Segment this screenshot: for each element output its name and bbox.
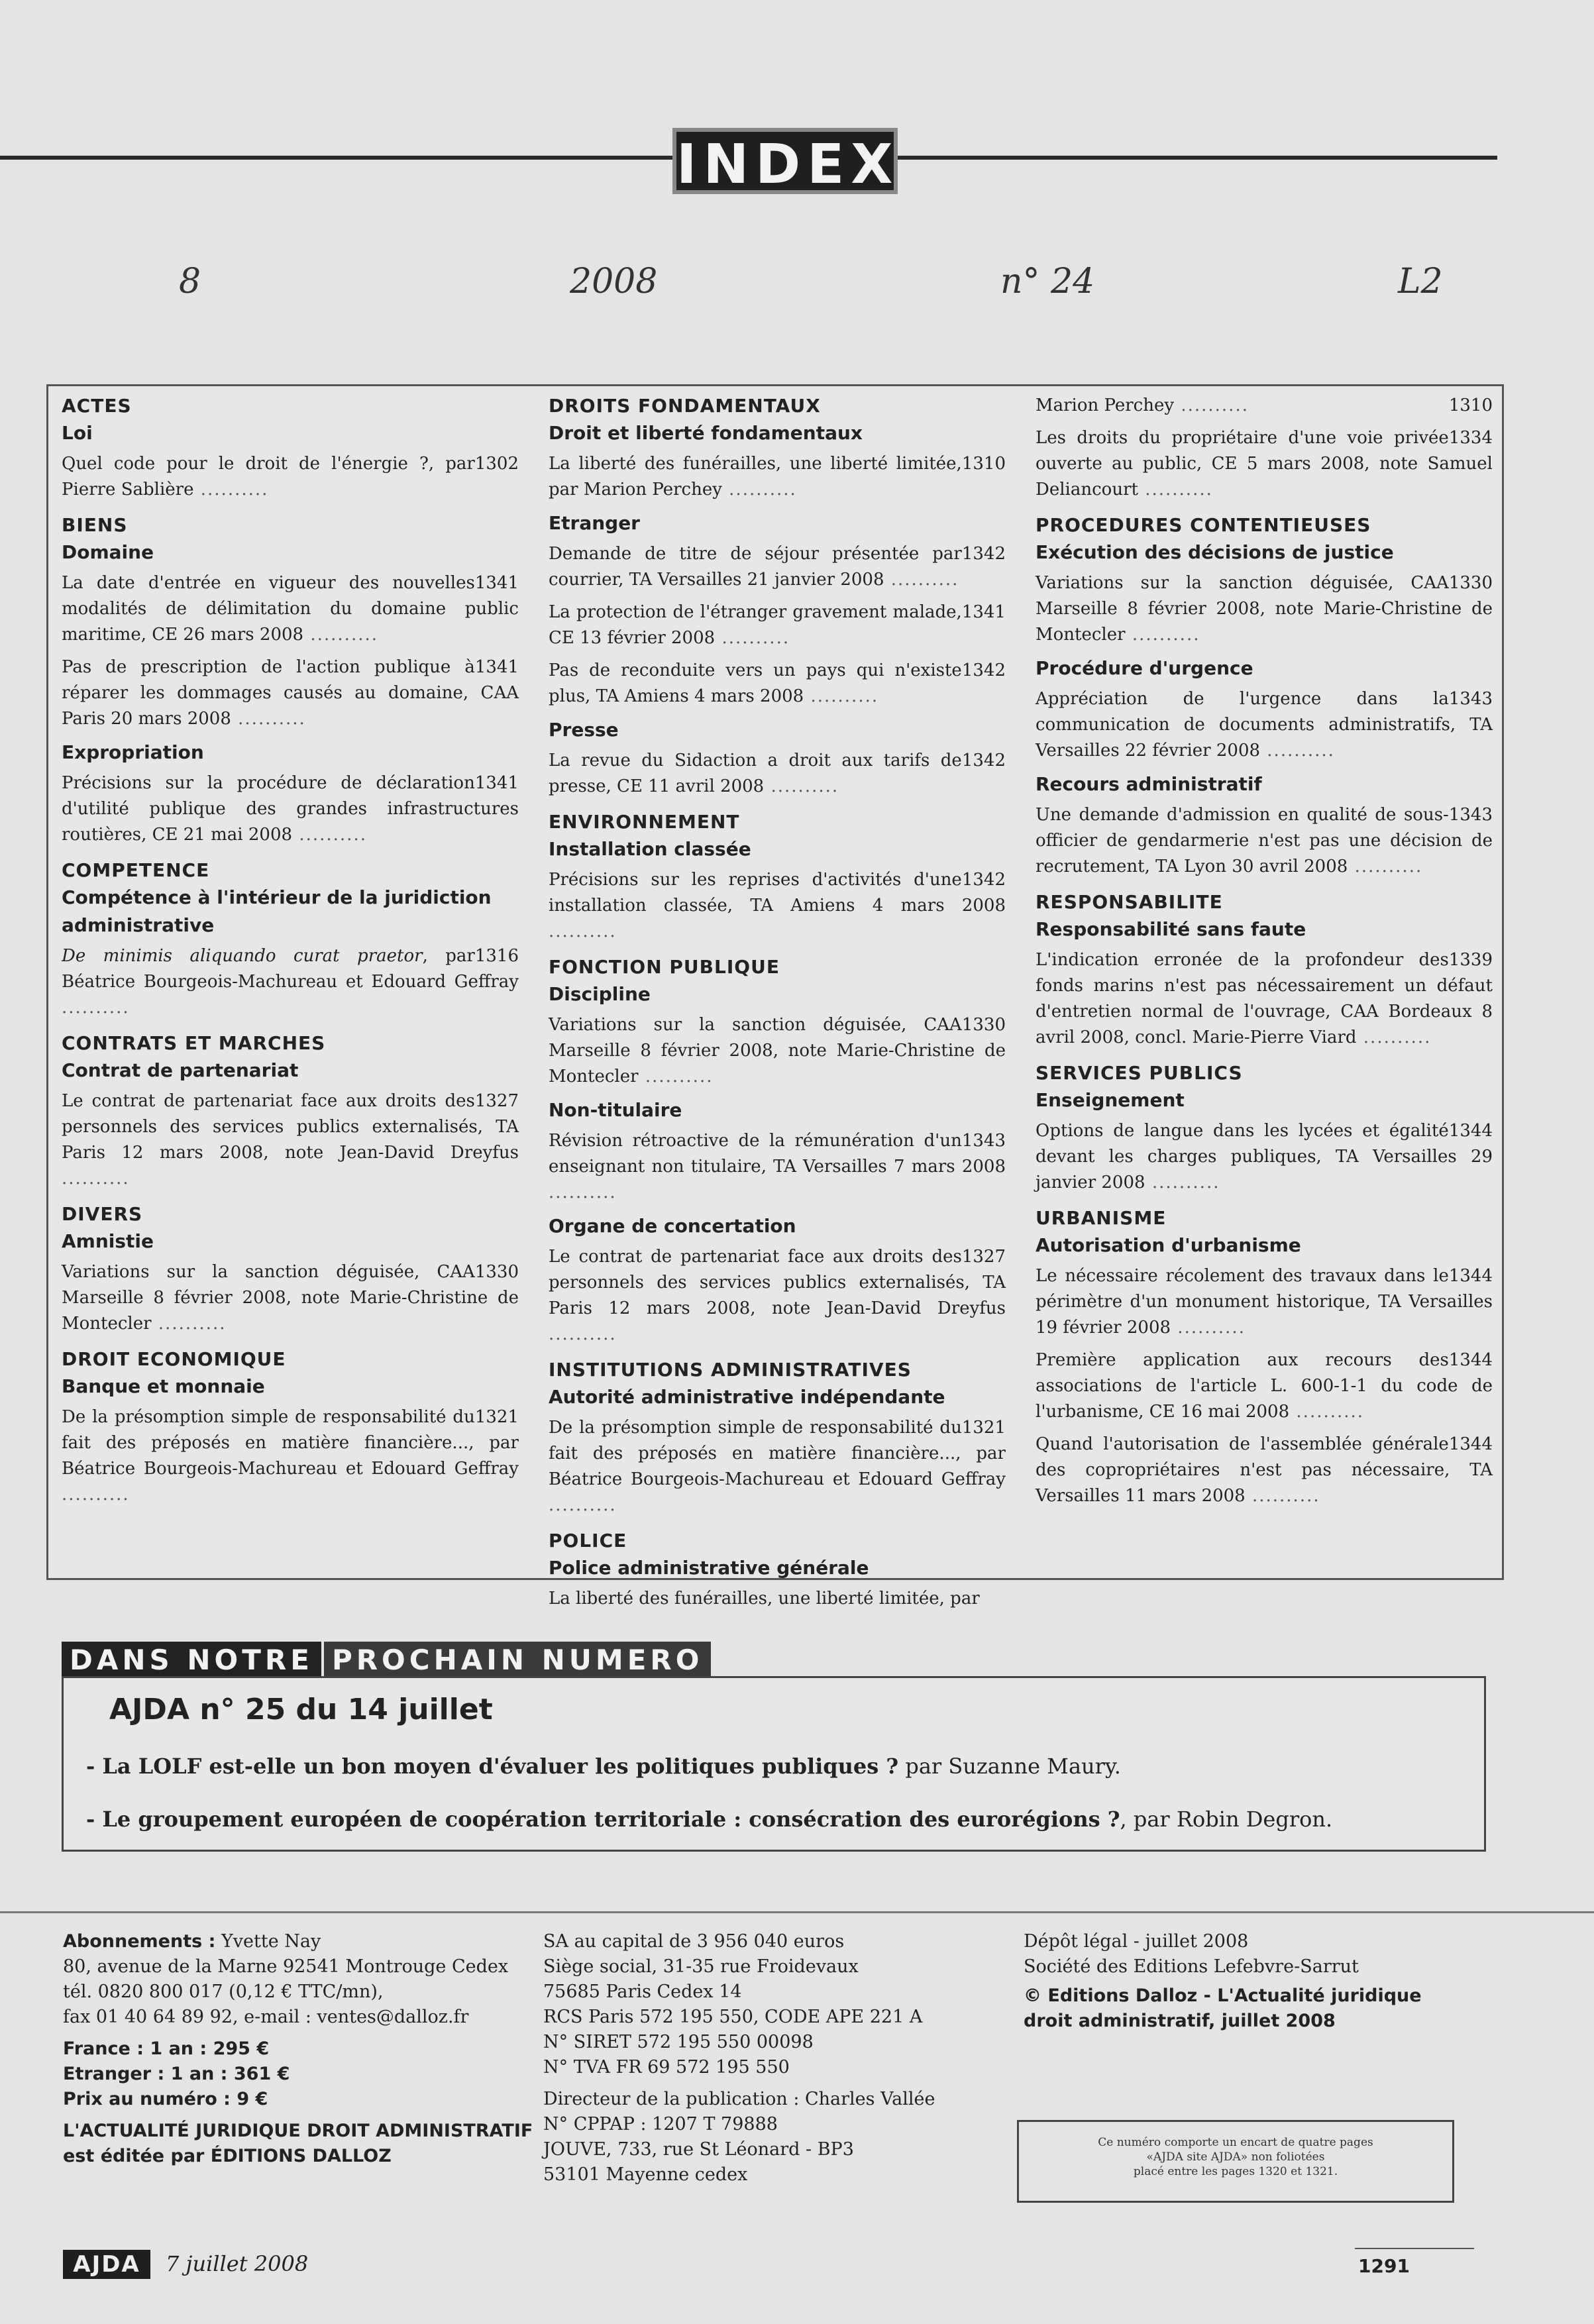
index-subsection-title: Droit et liberté fondamentaux <box>549 422 863 444</box>
company-seat: Siège social, 31-35 rue Froidevaux <box>543 1956 859 1977</box>
index-subsection-title: Domaine <box>62 541 154 563</box>
index-entry-text: Précisions sur la procédure de déclaration d'utilité publique des grandes infrastructures routières, CE 21 mai 2008 <box>62 773 519 845</box>
index-entry <box>62 655 519 732</box>
index-entry <box>549 1586 1006 1612</box>
index-entry-page: 1330 <box>474 1262 519 1282</box>
index-box <box>46 384 1504 1609</box>
index-subsection-title: Presse <box>549 719 619 741</box>
index-subsection-title: Exécution des décisions de justice <box>1036 541 1394 563</box>
next-issue-banner-b: PROCHAIN NUMERO <box>324 1642 712 1679</box>
index-section-title: INSTITUTIONS ADMINISTRATIVES <box>549 1359 912 1381</box>
index-entry-text: Variations sur la sanction déguisée, CAA Marseille 8 février 2008, note Marie-Christine de Montecler <box>549 1015 1006 1086</box>
index-entry-text: De la présomption simple de responsabilité du fait des préposés en matière financière..., par Béatrice Bourgeois-Machureau et Edouard Geffray <box>62 1407 519 1479</box>
index-subsection-title: Enseignement <box>1036 1089 1185 1111</box>
index-section-title: ACTES <box>62 395 132 417</box>
company-city: 75685 Paris Cedex 14 <box>543 1981 742 2002</box>
subscriptions-address: 80, avenue de la Marne 92541 Montrouge Cedex <box>63 1956 509 1977</box>
leader-dots: .......... <box>1260 741 1335 761</box>
footer-legal <box>1024 1929 1422 2034</box>
index-entry <box>1036 947 1493 1051</box>
handwritten-note-4: L2 <box>1398 262 1443 301</box>
index-entry-page: 1310 <box>961 454 1006 474</box>
index-entry-text: Options de langue dans les lycées et égalité devant les charges publiques, TA Versailles 29 janvier 2008 <box>1036 1121 1493 1192</box>
index-section-title: PROCEDURES CONTENTIEUSES <box>1036 514 1371 536</box>
index-entry <box>549 451 1006 503</box>
handwritten-note-1: 8 <box>179 262 201 301</box>
index-entry-page: 1344 <box>1448 1266 1493 1286</box>
index-subsection-title: Discipline <box>549 983 651 1005</box>
next-issue-banner-a: DANS NOTRE <box>62 1642 321 1679</box>
legal-deposit: Dépôt légal - juillet 2008 <box>1024 1931 1249 1952</box>
publisher-line-2: est éditée par ÉDITIONS DALLOZ <box>63 2146 392 2166</box>
leader-dots: .......... <box>1356 1028 1432 1047</box>
leader-dots: .......... <box>549 1183 617 1202</box>
publisher-line-1: L'ACTUALITÉ JURIDIQUE DROIT ADMINISTRATIF <box>63 2121 533 2141</box>
copyright-line-2: droit administratif, juillet 2008 <box>1024 2011 1336 2031</box>
index-entry <box>549 1415 1006 1518</box>
index-subsection-title: Autorité administrative indépendante <box>549 1386 945 1408</box>
next-issue-banner <box>62 1642 711 1679</box>
index-entry-italic: De minimis aliquando curat praetor <box>62 946 423 966</box>
index-entry-page: 1342 <box>961 544 1006 564</box>
index-entry <box>549 541 1006 593</box>
index-entry-text: Quand l'autorisation de l'assemblée générale des copropriétaires n'est pas nécessaire, TA Versailles 11 mars 2008 <box>1036 1434 1493 1506</box>
printer-address-1: JOUVE, 733, rue St Léonard - BP3 <box>543 2139 854 2160</box>
index-entry-page: 1343 <box>1448 689 1493 709</box>
index-section-title: POLICE <box>549 1530 627 1552</box>
bleed-through-text <box>60 285 74 331</box>
index-subsection-title: Organe de concertation <box>549 1215 796 1237</box>
index-entry <box>1036 802 1493 880</box>
leader-dots: .......... <box>231 709 306 729</box>
index-entry-text: Variations sur la sanction déguisée, CAA Marseille 8 février 2008, note Marie-Christine de Montecler <box>1036 573 1493 645</box>
index-entry-page: 1344 <box>1448 1350 1493 1370</box>
company-capital: SA au capital de 3 956 040 euros <box>543 1931 845 1952</box>
legal-company: Société des Editions Lefebvre-Sarrut <box>1024 1956 1359 1977</box>
next-issue-item-2 <box>86 1807 1332 1832</box>
subscriptions-fax-email: fax 01 40 64 89 92, e-mail : ventes@dalloz.fr <box>63 2007 469 2027</box>
price-etranger: Etranger : 1 an : 361 € <box>63 2064 290 2084</box>
leader-dots: .......... <box>1145 1173 1220 1192</box>
index-section-title: FONCTION PUBLIQUE <box>549 956 780 978</box>
index-entry-text: La protection de l'étranger gravement malade, CE 13 février 2008 <box>549 602 962 648</box>
index-entry-text: Précisions sur les reprises d'activités d'une installation classée, TA Amiens 4 mars 2008 <box>549 870 1006 916</box>
index-subsection-title: Police administrative générale <box>549 1557 869 1579</box>
index-entry <box>1036 1263 1493 1341</box>
leader-dots: .......... <box>715 628 790 648</box>
index-entry-text: Marion Perchey <box>1036 396 1175 415</box>
index-entry <box>549 1012 1006 1090</box>
subscriptions-contact: Yvette Nay <box>215 1931 321 1952</box>
footer-subscriptions <box>63 1929 533 2169</box>
index-entry-text: Quel code pour le droit de l'énergie ?, par Pierre Sablière <box>62 454 475 500</box>
index-entry-page: 1327 <box>961 1247 1006 1267</box>
index-subsection-title: Compétence à l'intérieur de la juridiction administrative <box>62 886 492 936</box>
publication-director: Directeur de la publication : Charles Vallée <box>543 2089 935 2109</box>
index-subsection-title: Expropriation <box>62 741 204 763</box>
page-number-rule <box>1355 2248 1474 2249</box>
index-entry-text: La liberté des funérailles, une liberté limitée, par <box>549 1589 980 1609</box>
index-entry-page: 1341 <box>474 773 519 793</box>
index-entry <box>549 1244 1006 1347</box>
index-entry-page: 1342 <box>961 660 1006 680</box>
index-section-title: RESPONSABILITE <box>1036 891 1223 913</box>
index-entry <box>1036 393 1493 419</box>
index-subsection-title: Non-titulaire <box>549 1099 682 1121</box>
index-entry-text: Pas de reconduite vers un pays qui n'existe plus, TA Amiens 4 mars 2008 <box>549 660 962 706</box>
index-entry-text: De la présomption simple de responsabilité du fait des préposés en matière financière..., par Béatrice Bourgeois-Machureau et Edouard Geffray <box>549 1418 1006 1489</box>
page-number: 1291 <box>1358 2255 1410 2277</box>
footer-rule <box>0 1911 1594 1913</box>
index-entry-text: La liberté des funérailles, une liberté limitée, par Marion Perchey <box>549 454 962 500</box>
index-subsection-title: Etranger <box>549 512 640 534</box>
index-column-2 <box>549 393 1006 1618</box>
index-entry-page: 1341 <box>961 602 1006 622</box>
index-subsection-title: Recours administratif <box>1036 773 1262 795</box>
leader-dots: .......... <box>1245 1486 1320 1506</box>
printer-address-2: 53101 Mayenne cedex <box>543 2164 748 2185</box>
index-entry <box>1036 570 1493 648</box>
index-subsection-title: Loi <box>62 422 93 444</box>
index-entry-text: Appréciation de l'urgence dans la communication de documents administratifs, TA Versailles 22 février 2008 <box>1036 689 1493 761</box>
index-section-title: CONTRATS ET MARCHES <box>62 1032 326 1054</box>
index-subsection-title: Banque et monnaie <box>62 1375 265 1397</box>
index-entry <box>549 600 1006 651</box>
leader-dots: .......... <box>549 1324 617 1344</box>
insert-note-line-3: placé entre les pages 1320 et 1321. <box>1133 2165 1338 2178</box>
index-entry-text: Une demande d'admission en qualité de sous-officier de gendarmerie n'est pas une décision de recrutement, TA Lyon 30 avril 2008 <box>1036 805 1493 876</box>
leader-dots: .......... <box>292 825 367 845</box>
index-subsection-title: Procédure d'urgence <box>1036 657 1253 679</box>
leader-dots: .......... <box>721 480 797 500</box>
index-entry <box>549 867 1006 945</box>
leader-dots: .......... <box>549 922 617 941</box>
leader-dots: .......... <box>638 1067 714 1086</box>
leader-dots: .......... <box>151 1314 227 1334</box>
index-subsection-title: Contrat de partenariat <box>62 1059 299 1081</box>
insert-note-line-2: «AJDA site AJDA» non foliotées <box>1146 2150 1325 2164</box>
index-entry-page: 1330 <box>1448 573 1493 593</box>
footer-company <box>543 1929 935 2188</box>
index-column-1 <box>62 393 519 1514</box>
index-entry <box>1036 1118 1493 1196</box>
index-entry-page: 1344 <box>1448 1434 1493 1454</box>
index-entry <box>1036 686 1493 764</box>
index-entry-page: 1330 <box>961 1015 1006 1035</box>
index-entry <box>549 658 1006 710</box>
next-issue-item-1 <box>86 1754 1121 1779</box>
index-entry-text: La date d'entrée en vigueur des nouvelles modalités de délimitation du domaine public maritime, CE 26 mars 2008 <box>62 573 519 645</box>
index-title: INDEX <box>672 128 898 194</box>
index-entry <box>549 1128 1006 1206</box>
index-section-title: DROITS FONDAMENTAUX <box>549 395 821 417</box>
index-entry <box>62 1088 519 1192</box>
ajda-logo: AJDA <box>63 2250 150 2279</box>
index-section-title: COMPETENCE <box>62 859 210 881</box>
next-issue-item-1-title: - La LOLF est-elle un bon moyen d'évaluer les politiques publiques ? <box>86 1754 899 1779</box>
next-issue-title: AJDA n° 25 du 14 juillet <box>109 1693 493 1726</box>
insert-note-box <box>1017 2120 1454 2203</box>
index-entry <box>62 451 519 503</box>
index-entry-page: 1339 <box>1448 950 1493 970</box>
index-entry-page: 1343 <box>961 1131 1006 1151</box>
insert-note-line-1: Ce numéro comporte un encart de quatre pages <box>1098 2136 1373 2149</box>
index-subsection-title: Responsabilité sans faute <box>1036 918 1306 940</box>
index-subsection-title: Installation classée <box>549 838 751 860</box>
leader-dots: .......... <box>62 1169 130 1188</box>
price-issue: Prix au numéro : 9 € <box>63 2089 268 2109</box>
index-entry-page: 1342 <box>961 870 1006 890</box>
leader-dots: .......... <box>884 570 959 590</box>
index-section-title: DROIT ECONOMIQUE <box>62 1348 286 1370</box>
index-section-title: URBANISME <box>1036 1207 1167 1229</box>
company-rcs: RCS Paris 572 195 550, CODE APE 221 A <box>543 2007 923 2027</box>
handwritten-note-2: 2008 <box>570 262 658 301</box>
leader-dots: .......... <box>1289 1402 1365 1422</box>
price-france: France : 1 an : 295 € <box>63 2038 270 2059</box>
index-entry <box>1036 425 1493 503</box>
index-entry-text: Le contrat de partenariat face aux droits des personnels des services publics externalisés, TA Paris 12 mars 2008, note Jean-David Dreyfus <box>549 1247 1006 1318</box>
next-issue-item-2-author: , par Robin Degron. <box>1120 1807 1333 1832</box>
index-entry-page: 1341 <box>474 573 519 593</box>
company-siret: N° SIRET 572 195 550 00098 <box>543 2032 814 2052</box>
next-issue-item-2-title: - Le groupement européen de coopération territoriale : consécration des eurorégions ? <box>86 1807 1120 1832</box>
index-entry-page: 1342 <box>961 751 1006 770</box>
index-entry-text: L'indication erronée de la profondeur des fonds marins n'est pas nécessairement un défaut d'entretien normal de l'ouvrage, CAA Bordeaux 8 avril 2008, concl. Marie-Pierre Viard <box>1036 950 1493 1047</box>
cppap-number: N° CPPAP : 1207 T 79888 <box>543 2114 778 2135</box>
leader-dots: .......... <box>303 625 379 645</box>
index-entry-page: 1302 <box>474 454 519 474</box>
leader-dots: .......... <box>62 1485 130 1505</box>
index-entry-page: 1321 <box>474 1407 519 1427</box>
index-entry-text: Variations sur la sanction déguisée, CAA Marseille 8 février 2008, note Marie-Christine de Montecler <box>62 1262 519 1334</box>
index-entry <box>549 748 1006 800</box>
index-entry-text: Première application aux recours des associations de l'article L. 600-1-1 du code de l'urbanisme, CE 16 mai 2008 <box>1036 1350 1493 1422</box>
issue-date: 7 juillet 2008 <box>166 2251 309 2276</box>
index-entry <box>62 1259 519 1337</box>
index-entry-page: 1321 <box>961 1418 1006 1438</box>
index-entry-page: 1344 <box>1448 1121 1493 1141</box>
leader-dots: .......... <box>1174 396 1249 415</box>
index-entry-text: Révision rétroactive de la rémunération d'un enseignant non titulaire, TA Versailles 7 mars 2008 <box>549 1131 1006 1177</box>
index-entry <box>1036 1432 1493 1509</box>
index-subsection-title: Amnistie <box>62 1230 154 1252</box>
index-section-title: SERVICES PUBLICS <box>1036 1062 1243 1084</box>
index-entry-page: 1316 <box>474 946 519 966</box>
index-entry-page: 1343 <box>1448 805 1493 825</box>
index-column-3 <box>1036 393 1493 1516</box>
leader-dots: .......... <box>549 1495 617 1515</box>
index-entry-text: Demande de titre de séjour présentée par courrier, TA Versailles 21 janvier 2008 <box>549 544 962 590</box>
leader-dots: .......... <box>1348 857 1423 876</box>
index-entry-text: Pas de prescription de l'action publique à réparer les dommages causés au domaine, CAA Paris 20 mars 2008 <box>62 657 519 729</box>
company-tva: N° TVA FR 69 572 195 550 <box>543 2057 790 2078</box>
index-subsection-title: Autorisation d'urbanisme <box>1036 1234 1301 1256</box>
index-entry <box>62 943 519 1021</box>
index-section-title: DIVERS <box>62 1203 143 1225</box>
leader-dots: .......... <box>193 480 269 500</box>
index-section-title: BIENS <box>62 514 128 536</box>
subscriptions-label: Abonnements : <box>63 1931 216 1952</box>
copyright-line-1: © Editions Dalloz - L'Actualité juridique <box>1024 1985 1422 2006</box>
index-entry <box>62 570 519 648</box>
leader-dots: .......... <box>764 776 839 796</box>
index-entry-text: Les droits du propriétaire d'une voie privée ouverte au public, CE 5 mars 2008, note Samuel Deliancourt <box>1036 428 1493 500</box>
index-entry <box>62 1404 519 1508</box>
leader-dots: .......... <box>1171 1318 1246 1338</box>
subscriptions-phone: tél. 0820 800 017 (0,12 € TTC/mn), <box>63 1981 384 2002</box>
index-entry <box>62 770 519 848</box>
next-issue-item-1-author: par Suzanne Maury. <box>898 1754 1121 1779</box>
leader-dots: .......... <box>62 998 130 1018</box>
index-entry-page: 1341 <box>474 657 519 677</box>
index-section-title: ENVIRONNEMENT <box>549 811 740 833</box>
handwritten-note-3: n° 24 <box>1000 262 1095 301</box>
leader-dots: .......... <box>1138 480 1213 500</box>
subscriptions-line <box>63 1929 533 1954</box>
index-entry-text: Le contrat de partenariat face aux droits des personnels des services publics externalisés, TA Paris 12 mars 2008, note Jean-David Dreyfus <box>62 1091 519 1163</box>
index-entry-text: Le nécessaire récolement des travaux dans le périmètre d'un monument historique, TA Versailles 19 février 2008 <box>1036 1266 1493 1338</box>
index-entry-text: La revue du Sidaction a droit aux tarifs de presse, CE 11 avril 2008 <box>549 751 962 796</box>
leader-dots: .......... <box>804 686 879 706</box>
index-entry-page: 1310 <box>1448 396 1493 415</box>
index-entry <box>1036 1347 1493 1425</box>
index-entry-text: , par Béatrice Bourgeois-Machureau et Edouard Geffray <box>62 946 519 992</box>
leader-dots: .......... <box>1125 625 1200 645</box>
index-entry-page: 1327 <box>474 1091 519 1111</box>
index-entry-page: 1334 <box>1448 428 1493 448</box>
